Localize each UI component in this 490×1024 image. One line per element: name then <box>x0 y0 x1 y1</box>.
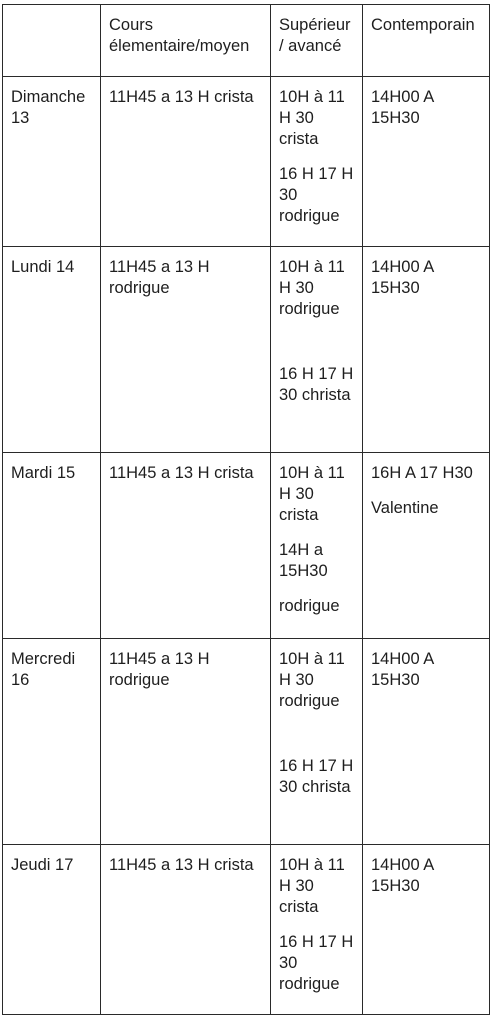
schedule-table <box>2 4 490 1015</box>
time-slot: 16 H 17 H 30 christa <box>279 757 354 796</box>
elementaire-cell <box>101 77 271 247</box>
time-slot: 14H00 A 15H30 <box>371 88 434 127</box>
contemporain-cell <box>363 453 490 639</box>
time-slot: 16H A 17 H30 <box>371 464 473 482</box>
header-superieur <box>271 5 363 77</box>
time-slot: 10H à 11 H 30 crista <box>279 856 345 916</box>
time-slot: 14H00 A 15H30 <box>371 856 434 895</box>
time-slot: 16 H 17 H 30 rodrigue <box>279 933 354 993</box>
table-row <box>3 247 490 453</box>
header-row <box>3 5 490 77</box>
superieur-cell <box>271 639 363 845</box>
instructor-name: Valentine <box>371 499 439 517</box>
time-slot: 16 H 17 H 30 rodrigue <box>279 165 354 225</box>
superieur-cell <box>271 77 363 247</box>
superieur-cell <box>271 453 363 639</box>
elementaire-cell <box>101 639 271 845</box>
elementaire-cell <box>101 247 271 453</box>
table-row <box>3 77 490 247</box>
superieur-cell <box>271 247 363 453</box>
elementaire-cell <box>101 845 271 1015</box>
header-superieur-text: Supérieur / avancé <box>279 16 351 55</box>
header-empty-cell <box>3 5 101 77</box>
header-elementaire <box>101 5 271 77</box>
contemporain-cell <box>363 247 490 453</box>
superieur-cell <box>271 845 363 1015</box>
header-elementaire-text: Cours élementaire/moyen <box>109 16 250 55</box>
time-slot: 14H a 15H30 <box>279 541 328 580</box>
contemporain-cell <box>363 639 490 845</box>
day-cell: Jeudi 17 <box>3 845 101 1015</box>
time-slot: 10H à 11 H 30 crista <box>279 88 345 148</box>
time-slot: 10H à 11 H 30 rodrigue <box>279 258 345 318</box>
contemporain-cell <box>363 77 490 247</box>
header-contemporain <box>363 5 490 77</box>
time-slot: 10H à 11 H 30 rodrigue <box>279 650 345 710</box>
time-slot: 16 H 17 H 30 christa <box>279 365 354 404</box>
table-row <box>3 453 490 639</box>
time-slot: 11H45 a 13 H rodrigue <box>109 258 210 297</box>
time-slot: 14H00 A 15H30 <box>371 258 434 297</box>
table-row <box>3 845 490 1015</box>
day-cell: Mercredi 16 <box>3 639 101 845</box>
time-slot: 14H00 A 15H30 <box>371 650 434 689</box>
time-slot: rodrigue <box>279 597 340 615</box>
time-slot: 11H45 a 13 H crista <box>109 464 254 482</box>
time-slot: 10H à 11 H 30 crista <box>279 464 345 524</box>
table-row <box>3 639 490 845</box>
day-cell: Dimanche 13 <box>3 77 101 247</box>
header-contemporain-text: Contemporain <box>371 16 475 34</box>
time-slot: 11H45 a 13 H rodrigue <box>109 650 210 689</box>
time-slot: 11H45 a 13 H crista <box>109 88 254 106</box>
contemporain-cell <box>363 845 490 1015</box>
day-cell: Mardi 15 <box>3 453 101 639</box>
time-slot: 11H45 a 13 H crista <box>109 856 254 874</box>
day-cell: Lundi 14 <box>3 247 101 453</box>
elementaire-cell <box>101 453 271 639</box>
